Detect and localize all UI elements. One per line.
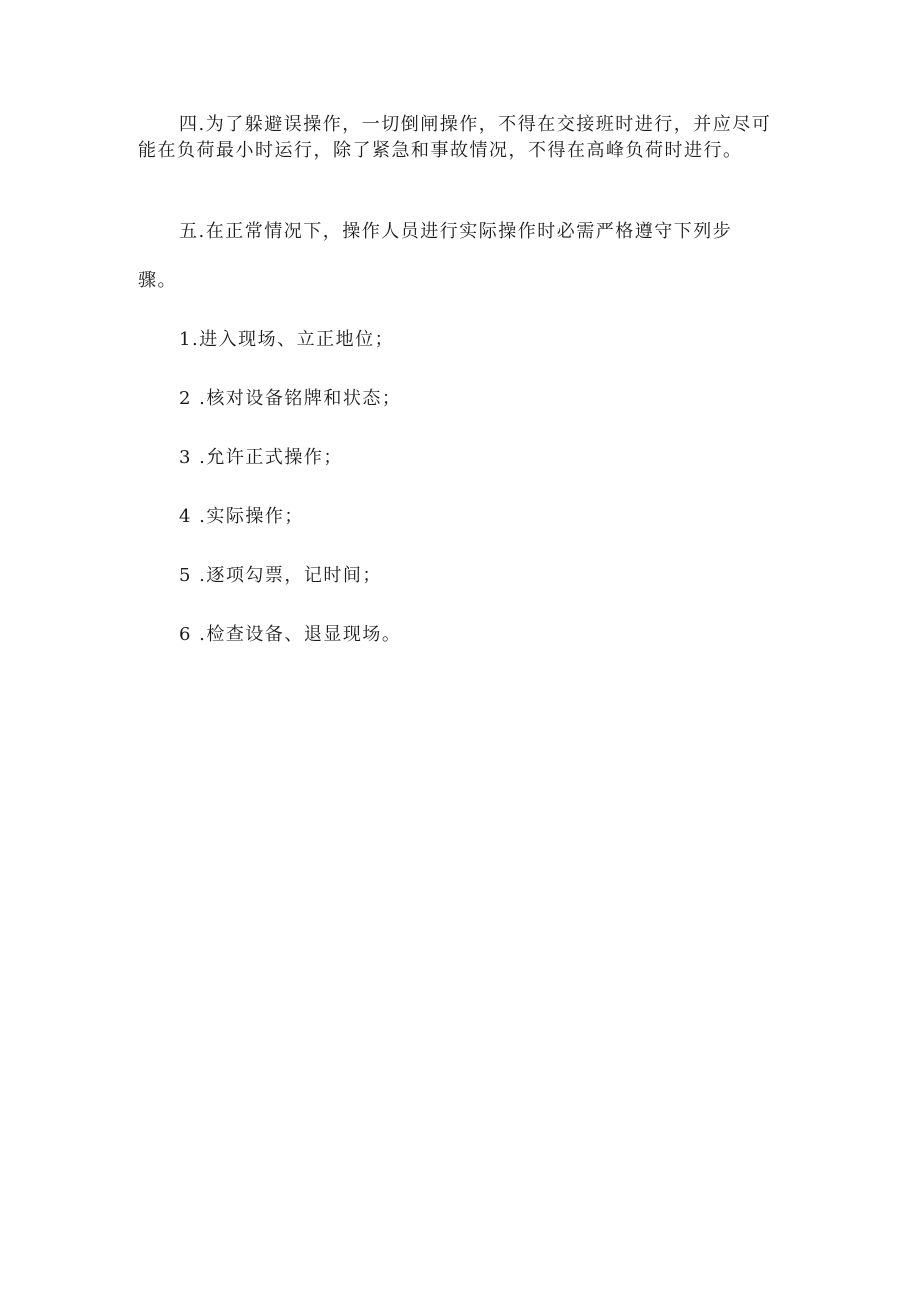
paragraph-four: 四.为了躲避误操作，一切倒闸操作，不得在交接班时进行，并应尽可能在负荷最小时运行，除了紧急和事故情况，不得在高峰负荷时进行。 (138, 114, 772, 161)
step-item-6: 6 .检查设备、退显现场。 (179, 624, 402, 645)
paragraph-five-line-1: 五.在正常情况下，操作人员进行实际操作时必需严格遵守下列步 (179, 221, 733, 242)
step-item-2: 2 .核对设备铭牌和状态； (179, 388, 402, 409)
step-item-1: 1.进入现场、立正地位； (179, 329, 395, 350)
paragraph-five-line-2: 骤。 (138, 270, 177, 291)
step-item-5: 5 .逐项勾票，记时间； (179, 565, 382, 586)
step-item-4: 4 .实际操作； (179, 506, 304, 527)
step-item-3: 3 .允许正式操作； (179, 447, 343, 468)
